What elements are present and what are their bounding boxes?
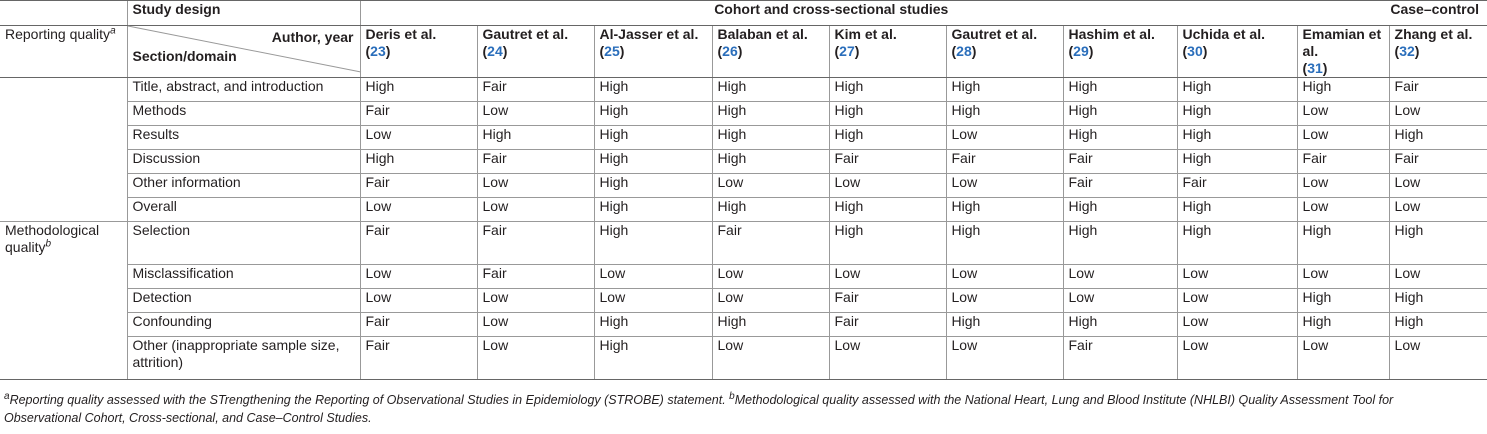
study-ref-link[interactable]: 26 <box>722 43 738 59</box>
rating-cell: High <box>712 102 829 126</box>
study-ref-link[interactable]: 27 <box>839 43 855 59</box>
rating-cell: Low <box>360 198 477 222</box>
study-name: Uchida et al. <box>1182 26 1265 42</box>
rating-cell: Fair <box>1177 174 1297 198</box>
category-cell <box>0 265 127 289</box>
table-row <box>0 337 1487 380</box>
study-ref-open: ( <box>1394 43 1400 59</box>
methodological-category-label: Methodological quality <box>5 222 100 255</box>
rating-cell: Fair <box>477 78 594 102</box>
rating-cell: High <box>829 126 946 150</box>
study-header-9 <box>1297 26 1389 78</box>
rating-cell: High <box>1177 222 1297 265</box>
domain-cell: Other information <box>127 174 360 198</box>
rating-cell: Fair <box>829 313 946 337</box>
header-row-groups <box>0 1 1487 26</box>
rating-cell: High <box>712 78 829 102</box>
rating-cell: High <box>594 150 712 174</box>
rating-cell: High <box>1177 78 1297 102</box>
study-ref-link[interactable]: 32 <box>1399 43 1415 59</box>
table-row <box>0 289 1487 313</box>
rating-cell: Fair <box>829 150 946 174</box>
table-row <box>0 102 1487 126</box>
domain-cell: Discussion <box>127 150 360 174</box>
rating-cell: Low <box>712 289 829 313</box>
rating-cell: High <box>712 126 829 150</box>
rating-cell: Fair <box>477 222 594 265</box>
rating-cell: Low <box>360 265 477 289</box>
rating-cell: Fair <box>712 222 829 265</box>
rating-cell: High <box>360 78 477 102</box>
rating-cell: High <box>1063 198 1177 222</box>
study-ref-close: ) <box>971 43 977 59</box>
rating-cell: Low <box>1063 289 1177 313</box>
section-domain-label: Section/domain <box>132 48 237 64</box>
domain-cell: Other (inappropriate sample size, attrition) <box>127 337 360 380</box>
study-ref-open: ( <box>834 43 840 59</box>
rating-cell: Low <box>1177 337 1297 380</box>
rating-cell: Low <box>1177 265 1297 289</box>
table-row <box>0 174 1487 198</box>
study-name: Zhang et al. <box>1394 26 1473 42</box>
rating-cell: Low <box>1389 174 1487 198</box>
rating-cell: Low <box>1389 198 1487 222</box>
study-ref-open: ( <box>365 43 371 59</box>
domain-cell: Title, abstract, and introduction <box>127 78 360 102</box>
rating-cell: High <box>1177 126 1297 150</box>
table-body <box>0 78 1487 380</box>
category-cell <box>0 289 127 313</box>
rating-cell: Low <box>477 289 594 313</box>
author-year-label: Author, year <box>271 29 354 45</box>
rating-cell: Low <box>946 337 1063 380</box>
rating-cell: High <box>829 222 946 265</box>
footnote-b-text: Methodological quality assessed with the National Heart, Lung and Blood Institute (NHLBI) Quality Assessment Tool for Observational Cohort, Cross-sectional, and Case–Control Studies. <box>4 393 1394 425</box>
methodological-marker: b <box>45 238 52 250</box>
rating-cell: High <box>594 126 712 150</box>
rating-cell: High <box>594 174 712 198</box>
rating-cell: Fair <box>360 337 477 380</box>
study-ref-close: ) <box>1414 43 1420 59</box>
rating-cell: High <box>594 102 712 126</box>
rating-cell: Fair <box>360 313 477 337</box>
rating-cell: Low <box>946 289 1063 313</box>
domain-cell: Detection <box>127 289 360 313</box>
table-footnote <box>4 391 1464 427</box>
header-row-studies <box>0 26 1487 78</box>
rating-cell: High <box>1063 102 1177 126</box>
rating-cell: Fair <box>1063 150 1177 174</box>
category-cell <box>0 313 127 337</box>
study-ref-close: ) <box>737 43 743 59</box>
study-ref-link[interactable]: 30 <box>1187 43 1203 59</box>
rating-cell: Low <box>1177 313 1297 337</box>
rating-cell: Low <box>946 265 1063 289</box>
group-cohort-label: Cohort and cross-sectional studies <box>360 1 1297 26</box>
study-ref-open: ( <box>717 43 723 59</box>
rating-cell: High <box>1177 198 1297 222</box>
rating-cell: High <box>1063 126 1177 150</box>
study-ref-close: ) <box>1202 43 1208 59</box>
rating-cell: Fair <box>1389 150 1487 174</box>
rating-cell: High <box>712 313 829 337</box>
rating-cell: Low <box>712 337 829 380</box>
study-ref-open: ( <box>951 43 957 59</box>
rating-cell: High <box>946 198 1063 222</box>
rating-cell: Fair <box>360 102 477 126</box>
study-header-6 <box>946 26 1063 78</box>
category-cell <box>0 102 127 126</box>
rating-cell: Low <box>1297 126 1389 150</box>
category-cell <box>0 337 127 380</box>
rating-cell: High <box>1389 222 1487 265</box>
reporting-category-label: Reporting quality$^a$ <box>0 26 127 78</box>
domain-cell: Misclassification <box>127 265 360 289</box>
rating-cell: Low <box>1389 102 1487 126</box>
rating-cell: Low <box>1297 102 1389 126</box>
rating-cell: Low <box>477 337 594 380</box>
rating-cell: Low <box>1389 337 1487 380</box>
table-row <box>0 78 1487 102</box>
rating-cell: High <box>594 337 712 380</box>
rating-cell: Fair <box>360 174 477 198</box>
study-ref-link[interactable]: 24 <box>487 43 503 59</box>
rating-cell: Fair <box>360 222 477 265</box>
study-ref-close: ) <box>619 43 625 59</box>
rating-cell: Low <box>712 265 829 289</box>
study-name: Hashim et al. <box>1068 26 1155 42</box>
rating-cell: High <box>946 78 1063 102</box>
rating-cell: High <box>1297 313 1389 337</box>
rating-cell: High <box>946 222 1063 265</box>
study-name: Deris et al. <box>365 26 437 42</box>
rating-cell: High <box>829 78 946 102</box>
rating-cell: Low <box>1177 289 1297 313</box>
rating-cell: High <box>1177 102 1297 126</box>
rating-cell: Low <box>946 126 1063 150</box>
rating-cell: Low <box>477 102 594 126</box>
rating-cell: High <box>594 198 712 222</box>
rating-cell: Fair <box>1063 337 1177 380</box>
rating-cell: High <box>946 102 1063 126</box>
rating-cell: High <box>594 313 712 337</box>
rating-cell: High <box>829 198 946 222</box>
rating-cell: High <box>594 222 712 265</box>
rating-cell: Fair <box>1297 150 1389 174</box>
table-row <box>0 198 1487 222</box>
study-ref-open: ( <box>599 43 605 59</box>
rating-cell: Low <box>829 265 946 289</box>
study-name: Kim et al. <box>834 26 897 42</box>
rating-cell: High <box>1063 78 1177 102</box>
study-ref-open: ( <box>1068 43 1074 59</box>
table-row <box>0 126 1487 150</box>
study-name: Gautret et al. <box>951 26 1038 42</box>
rating-cell: Fair <box>946 150 1063 174</box>
study-name: Balaban et al. <box>717 26 808 42</box>
category-cell <box>0 174 127 198</box>
domain-cell: Confounding <box>127 313 360 337</box>
rating-cell: High <box>1297 289 1389 313</box>
rating-cell: High <box>712 150 829 174</box>
study-ref-close: ) <box>502 43 508 59</box>
study-name: Emamian et al. <box>1302 26 1382 59</box>
author-section-corner-cell <box>127 26 360 78</box>
rating-cell: High <box>829 102 946 126</box>
rating-cell: Low <box>477 198 594 222</box>
category-cell <box>0 126 127 150</box>
study-header-8 <box>1177 26 1297 78</box>
group-case-control-label: Case–control <box>1297 1 1487 26</box>
rating-cell: Low <box>360 289 477 313</box>
study-ref-close: ) <box>854 43 860 59</box>
rating-cell: Low <box>1297 265 1389 289</box>
study-header-5 <box>829 26 946 78</box>
rating-cell: High <box>1063 222 1177 265</box>
rating-cell: Low <box>360 126 477 150</box>
rating-cell: High <box>1297 222 1389 265</box>
rating-cell: High <box>1389 313 1487 337</box>
footnote-b-marker: b <box>729 390 735 402</box>
rating-cell: Low <box>1389 265 1487 289</box>
rating-cell: Fair <box>1063 174 1177 198</box>
study-ref-link[interactable]: 28 <box>956 43 972 59</box>
rating-cell: Low <box>946 174 1063 198</box>
rating-cell: Fair <box>829 289 946 313</box>
header-empty-cell <box>0 1 127 26</box>
study-design-label: Study design <box>127 1 360 26</box>
study-name: Al-Jasser et al. <box>599 26 699 42</box>
study-ref-open: ( <box>1182 43 1188 59</box>
rating-cell: Low <box>1063 265 1177 289</box>
category-cell <box>0 222 127 265</box>
study-name: Gautret et al. <box>482 26 569 42</box>
rating-cell: Low <box>594 289 712 313</box>
category-cell <box>0 78 127 102</box>
rating-cell: High <box>1389 289 1487 313</box>
rating-cell: Low <box>1297 337 1389 380</box>
study-ref-close: ) <box>385 43 391 59</box>
study-header-2 <box>477 26 594 78</box>
table-row <box>0 265 1487 289</box>
study-ref-open: ( <box>482 43 488 59</box>
rating-cell: Low <box>829 174 946 198</box>
domain-cell: Overall <box>127 198 360 222</box>
rating-cell: High <box>477 126 594 150</box>
study-header-1 <box>360 26 477 78</box>
footnote-a-text: Reporting quality assessed with the STrengthening the Reporting of Observational Studies in Epidemiology (STROBE) statement. <box>9 393 726 407</box>
study-ref-close: ) <box>1322 60 1328 76</box>
study-ref-link[interactable]: 25 <box>604 43 620 59</box>
rating-cell: High <box>1177 150 1297 174</box>
rating-cell: Low <box>477 174 594 198</box>
rating-cell: Low <box>712 174 829 198</box>
rating-cell: Fair <box>1389 78 1487 102</box>
rating-cell: Fair <box>477 150 594 174</box>
study-ref-close: ) <box>1088 43 1094 59</box>
study-header-3 <box>594 26 712 78</box>
domain-cell: Methods <box>127 102 360 126</box>
study-ref-open: ( <box>1302 60 1308 76</box>
study-ref-link[interactable]: 29 <box>1073 43 1089 59</box>
rating-cell: Fair <box>477 265 594 289</box>
category-cell <box>0 198 127 222</box>
rating-cell: High <box>1297 78 1389 102</box>
rating-cell: High <box>1389 126 1487 150</box>
footnote-a-marker: a <box>4 390 10 402</box>
rating-cell: Low <box>829 337 946 380</box>
study-header-7 <box>1063 26 1177 78</box>
rating-cell: Low <box>594 265 712 289</box>
rating-cell: Low <box>1297 174 1389 198</box>
study-header-10 <box>1389 26 1487 78</box>
rating-cell: High <box>594 78 712 102</box>
study-ref-link[interactable]: 23 <box>370 43 386 59</box>
table-row <box>0 150 1487 174</box>
rating-cell: High <box>946 313 1063 337</box>
domain-cell: Selection <box>127 222 360 265</box>
study-header-4 <box>712 26 829 78</box>
rating-cell: High <box>360 150 477 174</box>
domain-cell: Results <box>127 126 360 150</box>
rating-cell: High <box>1063 313 1177 337</box>
rating-cell: High <box>712 198 829 222</box>
table-row <box>0 222 1487 265</box>
study-ref-link[interactable]: 31 <box>1307 60 1323 76</box>
rating-cell: Low <box>477 313 594 337</box>
category-cell <box>0 150 127 174</box>
rating-cell: Low <box>1297 198 1389 222</box>
table-row <box>0 313 1487 337</box>
